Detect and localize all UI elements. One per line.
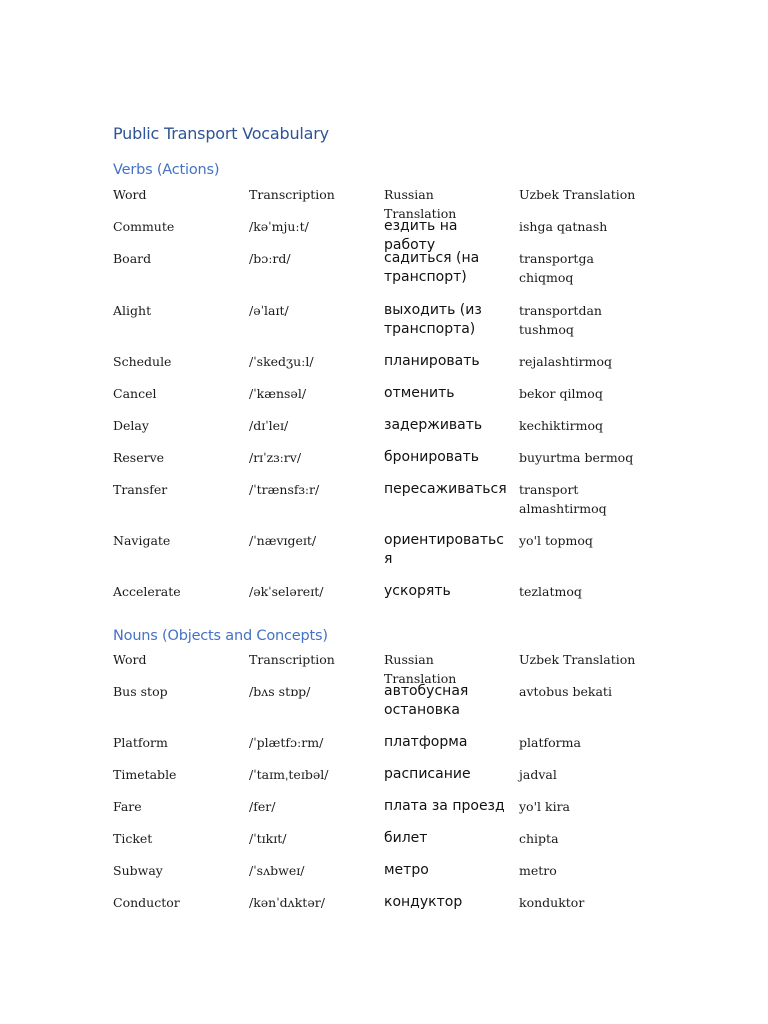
- russian-cell: билет: [384, 830, 428, 846]
- transcription-cell: /ˈtrænsfɜːr/: [249, 482, 320, 497]
- transcription-cell: /kəˈmjuːt/: [249, 219, 309, 234]
- table-row: [113, 682, 673, 733]
- table-row: [113, 249, 673, 301]
- word-cell: Fare: [113, 799, 142, 814]
- word-cell: Conductor: [113, 895, 180, 910]
- word-cell: Ticket: [113, 831, 153, 846]
- uzbek-cell: transportdan tushmoq: [519, 303, 602, 337]
- russian-cell: расписание: [384, 766, 471, 782]
- word-cell: Subway: [113, 863, 163, 878]
- transcription-cell: /ˈnævɪgeɪt/: [249, 533, 317, 548]
- table-row: [113, 384, 673, 416]
- word-cell: Commute: [113, 219, 175, 234]
- russian-cell: планировать: [384, 353, 480, 369]
- header-russian: Russian Translation: [384, 187, 457, 221]
- table-row: [113, 352, 673, 384]
- transcription-cell: /fer/: [249, 799, 276, 814]
- word-cell: Schedule: [113, 354, 172, 369]
- russian-cell: отменить: [384, 385, 455, 401]
- russian-cell: задерживать: [384, 417, 483, 433]
- table-row: [113, 582, 673, 614]
- uzbek-cell: tezlatmoq: [519, 584, 582, 599]
- russian-cell: пересаживаться: [384, 481, 507, 497]
- header-transcription: Transcription: [249, 652, 335, 667]
- transcription-cell: /ˈkænsəl/: [249, 386, 307, 401]
- uzbek-cell: transport almashtirmoq: [519, 482, 607, 516]
- word-cell: Alight: [113, 303, 152, 318]
- word-cell: Board: [113, 251, 152, 266]
- table-row: [113, 829, 673, 861]
- header-word: Word: [113, 187, 147, 202]
- transcription-cell: /ˈplætfɔːrm/: [249, 735, 324, 750]
- table-row: [113, 480, 673, 531]
- transcription-cell: /əˈlaɪt/: [249, 303, 289, 318]
- russian-cell: ездить на работу: [384, 218, 458, 253]
- uzbek-cell: yo'l topmoq: [519, 533, 593, 548]
- uzbek-cell: buyurtma bermoq: [519, 450, 634, 465]
- word-cell: Platform: [113, 735, 168, 750]
- table-row: [113, 217, 673, 253]
- verbs-table: [113, 185, 673, 614]
- table-row: [113, 416, 673, 448]
- header-transcription: Transcription: [249, 187, 335, 202]
- transcription-cell: /ˈtaɪmˌteɪbəl/: [249, 767, 329, 782]
- russian-cell: плата за проезд: [384, 798, 505, 814]
- russian-cell: ориентироватьс я: [384, 532, 504, 567]
- table-row: [113, 448, 673, 480]
- table-header-row: [113, 185, 673, 221]
- transcription-cell: /bʌs stɒp/: [249, 684, 311, 699]
- uzbek-cell: kechiktirmoq: [519, 418, 603, 433]
- header-uzbek: Uzbek Translation: [519, 187, 636, 202]
- table-row: [113, 733, 673, 765]
- russian-cell: бронировать: [384, 449, 480, 465]
- table-header-row: [113, 650, 673, 686]
- russian-cell: ускорять: [384, 583, 451, 599]
- word-cell: Timetable: [113, 767, 177, 782]
- transcription-cell: /bɔːrd/: [249, 251, 291, 266]
- transcription-cell: /ˈskedʒuːl/: [249, 354, 314, 369]
- transcription-cell: /dɪˈleɪ/: [249, 418, 289, 433]
- word-cell: Transfer: [113, 482, 168, 497]
- word-cell: Navigate: [113, 533, 171, 548]
- uzbek-cell: rejalashtirmoq: [519, 354, 612, 369]
- russian-cell: автобусная остановка: [384, 683, 469, 718]
- word-cell: Delay: [113, 418, 149, 433]
- russian-cell: платформа: [384, 734, 468, 750]
- uzbek-cell: platforma: [519, 735, 581, 750]
- russian-cell: кондуктор: [384, 894, 463, 910]
- nouns-table: [113, 650, 673, 925]
- transcription-cell: /ˈtɪkɪt/: [249, 831, 287, 846]
- uzbek-cell: ishga qatnash: [519, 219, 608, 234]
- uzbek-cell: transportga chiqmoq: [519, 251, 594, 285]
- transcription-cell: /rɪˈzɜːrv/: [249, 450, 302, 465]
- transcription-cell: /kənˈdʌktər/: [249, 895, 325, 910]
- transcription-cell: /əkˈseləreɪt/: [249, 584, 324, 599]
- word-cell: Reserve: [113, 450, 165, 465]
- uzbek-cell: bekor qilmoq: [519, 386, 603, 401]
- transcription-cell: /ˈsʌbweɪ/: [249, 863, 305, 878]
- russian-cell: выходить (из транспорта): [384, 302, 482, 337]
- table-row: [113, 765, 673, 797]
- russian-cell: садиться (на транспорт): [384, 250, 480, 285]
- table-row: [113, 301, 673, 352]
- word-cell: Accelerate: [113, 584, 181, 599]
- table-row: [113, 531, 673, 582]
- uzbek-cell: konduktor: [519, 895, 585, 910]
- table-row: [113, 861, 673, 893]
- header-uzbek: Uzbek Translation: [519, 652, 636, 667]
- uzbek-cell: jadval: [519, 767, 557, 782]
- uzbek-cell: yo'l kira: [519, 799, 570, 814]
- header-word: Word: [113, 652, 147, 667]
- table-row: [113, 797, 673, 829]
- header-russian: Russian Translation: [384, 652, 457, 686]
- uzbek-cell: metro: [519, 863, 557, 878]
- section-heading-verbs: Verbs (Actions): [113, 162, 220, 178]
- uzbek-cell: chipta: [519, 831, 559, 846]
- word-cell: Cancel: [113, 386, 157, 401]
- russian-cell: метро: [384, 862, 429, 878]
- document-title: Public Transport Vocabulary: [113, 124, 329, 143]
- section-heading-nouns: Nouns (Objects and Concepts): [113, 628, 328, 644]
- word-cell: Bus stop: [113, 684, 168, 699]
- uzbek-cell: avtobus bekati: [519, 684, 612, 699]
- table-row: [113, 893, 673, 925]
